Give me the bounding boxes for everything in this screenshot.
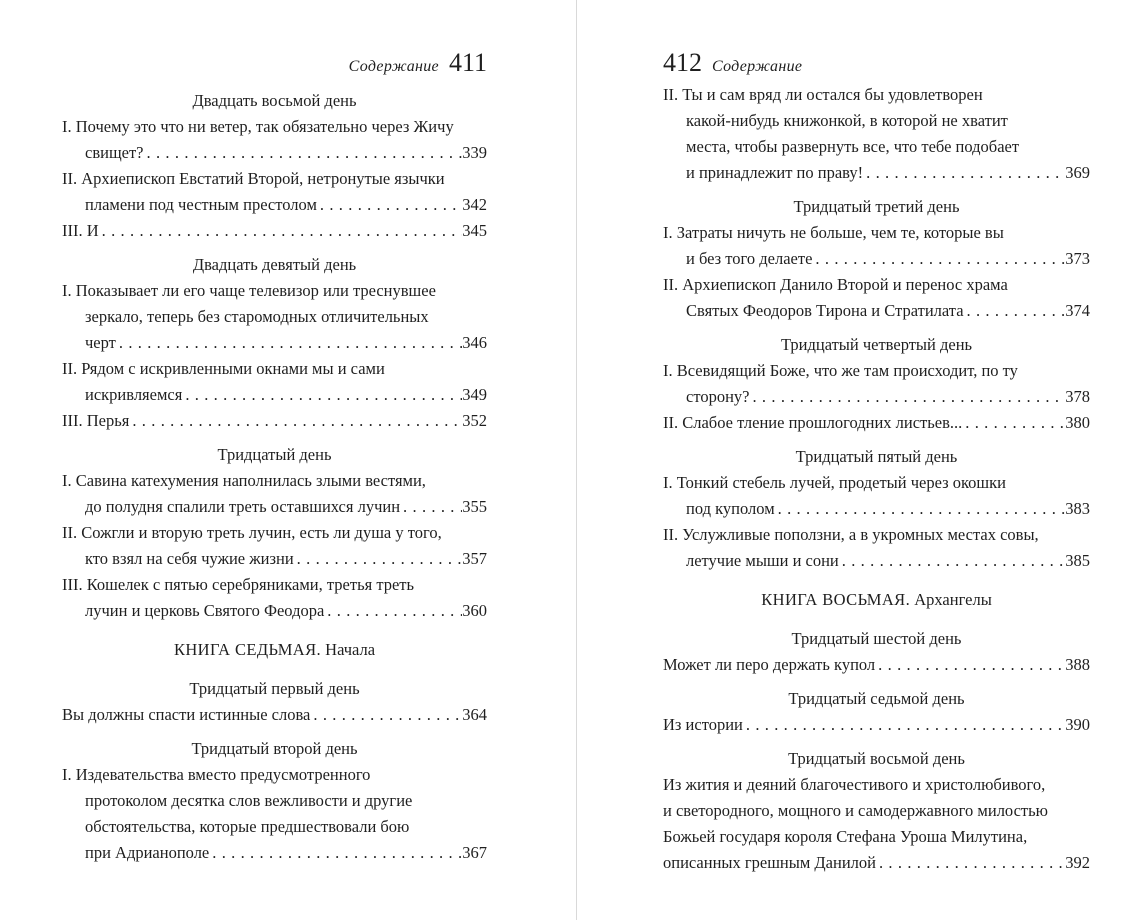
dot-leader (310, 702, 462, 728)
page-number: 411 (448, 48, 487, 77)
toc-entry-line: какой-нибудь книжонкой, в которой не хватит (686, 111, 1008, 130)
dot-leader (812, 246, 1065, 272)
toc-entry (62, 218, 487, 244)
toc-entry (62, 572, 487, 624)
toc-column-left (62, 88, 487, 866)
toc-entry-last-line (62, 140, 487, 166)
toc-entry-line: II. Архиепископ Евстатий Второй, нетронутые язычки (62, 169, 445, 188)
day-heading: Тридцатый день (217, 445, 332, 464)
toc-entry-last-line (62, 840, 487, 866)
day-heading: Тридцатый шестой день (791, 629, 962, 648)
toc-entry-title: сторону? (686, 387, 750, 406)
toc-entry-last-line (62, 702, 487, 728)
book-title: КНИГА ВОСЬМАЯ. (761, 590, 911, 609)
toc-entry-title: до полудня спалили треть оставшихся лучин (85, 497, 401, 516)
book-subtitle: Начала (321, 640, 376, 659)
toc-entry-last-line (62, 546, 487, 572)
book-subtitle: Архангелы (910, 590, 992, 609)
toc-entry (663, 410, 1090, 436)
toc-entry-line: II. Архиепископ Данило Второй и перенос храма (663, 275, 1008, 294)
dot-leader (324, 598, 462, 624)
dot-leader (209, 840, 462, 866)
day-heading: Двадцать девятый день (192, 255, 357, 274)
dot-leader (839, 548, 1065, 574)
toc-entry-title: свищет? (85, 143, 144, 162)
toc-entry-line: I. Издевательства вместо предусмотренного (62, 765, 371, 784)
right-page (663, 0, 1090, 876)
day-heading: Тридцатый четвертый день (780, 335, 973, 354)
toc-page-ref: 369 (1065, 163, 1090, 182)
toc-page-ref: 357 (462, 549, 487, 568)
toc-entry-line: и светородного, мощного и самодержавного милостью (663, 801, 1048, 820)
toc-entry-title: искривляемся (85, 385, 183, 404)
day-heading: Тридцатый второй день (191, 739, 358, 758)
toc-entry-last-line (663, 410, 1090, 436)
toc-entry (663, 272, 1090, 324)
toc-entry (62, 114, 487, 166)
book-heading (62, 637, 487, 663)
toc-entry-title: II. Слабое тление прошлогодних листьев... (663, 413, 963, 432)
toc-entry-title: черт (85, 333, 116, 352)
toc-entry (663, 712, 1090, 738)
toc-page-ref: 360 (462, 601, 487, 620)
book-title: КНИГА СЕДЬМАЯ. (173, 640, 322, 659)
toc-entry-title: Святых Феодоров Тирона и Стратилата (686, 301, 964, 320)
toc-page-ref: 392 (1065, 853, 1090, 872)
running-title: Содержание (348, 58, 439, 75)
toc-entry-last-line (663, 548, 1090, 574)
day-heading: Тридцатый первый день (189, 679, 360, 698)
toc-entry-last-line (62, 598, 487, 624)
toc-entry (62, 762, 487, 866)
toc-page-ref: 345 (462, 221, 487, 240)
toc-entry-line: обстоятельства, которые предшествовали бою (85, 817, 410, 836)
toc-entry (663, 358, 1090, 410)
left-page-header (62, 50, 487, 80)
toc-entry-line: III. Кошелек с пятью серебряниками, третья треть (62, 575, 415, 594)
toc-entry-last-line (663, 246, 1090, 272)
toc-page-ref: 342 (462, 195, 487, 214)
toc-entry-line: I. Затраты ничуть не больше, чем те, которые вы (663, 223, 1004, 242)
toc-entry-line: II. Рядом с искривленными окнами мы и сами (62, 359, 385, 378)
toc-entry-title: лучин и церковь Святого Феодора (85, 601, 325, 620)
day-heading: Двадцать восьмой день (192, 91, 357, 110)
toc-page-ref: 352 (462, 411, 487, 430)
toc-entry (62, 356, 487, 408)
toc-entry-title: описанных грешным Данилой (663, 853, 876, 872)
toc-entry-line: I. Всевидящий Боже, что же там происходит, по ту (663, 361, 1018, 380)
toc-entry-line: II. Ты и сам вряд ли остался бы удовлетворен (663, 85, 983, 104)
toc-entry-last-line (62, 408, 487, 434)
page-number: 412 (663, 48, 702, 77)
toc-entry-line: Из жития и деяний благочестивого и христолюбивого, (663, 775, 1046, 794)
toc-entry-title: Может ли перо держать купол (663, 655, 876, 674)
day-heading: Тридцатый восьмой день (788, 749, 965, 768)
day-heading: Тридцатый пятый день (795, 447, 958, 466)
dot-leader (99, 218, 463, 244)
day-heading: Тридцатый седьмой день (788, 689, 965, 708)
toc-page-ref: 380 (1065, 413, 1090, 432)
toc-entry-line: I. Тонкий стебель лучей, продетый через окошки (663, 473, 1006, 492)
dot-leader (863, 160, 1065, 186)
toc-entry-line: I. Савина катехумения наполнилась злыми вестями, (62, 471, 426, 490)
toc-entry-line: места, чтобы развернуть все, что тебе подобает (686, 137, 1020, 156)
toc-entry-last-line (62, 218, 487, 244)
dot-leader (962, 410, 1065, 436)
toc-page-ref: 374 (1065, 301, 1090, 320)
toc-entry (663, 772, 1090, 876)
toc-entry-line: протоколом десятка слов вежливости и другие (85, 791, 413, 810)
toc-page-ref: 346 (462, 333, 487, 352)
dot-leader (775, 496, 1066, 522)
toc-entry-title: и принадлежит по праву! (686, 163, 864, 182)
toc-page-ref: 378 (1065, 387, 1090, 406)
toc-entry-last-line (62, 192, 487, 218)
toc-entry-last-line (663, 712, 1090, 738)
dot-leader (317, 192, 462, 218)
toc-entry-last-line (663, 384, 1090, 410)
toc-page-ref: 388 (1065, 655, 1090, 674)
toc-entry-line: I. Почему это что ни ветер, так обязательно через Жичу (62, 117, 454, 136)
toc-entry-last-line (62, 494, 487, 520)
toc-entry-title: кто взял на себя чужие жизни (85, 549, 294, 568)
page-gutter-divider (576, 0, 577, 920)
toc-entry-last-line (663, 496, 1090, 522)
toc-entry-line: Божьей государя короля Стефана Уроша Милутина, (663, 827, 1028, 846)
day-heading: Тридцатый третий день (793, 197, 960, 216)
book-heading (663, 587, 1090, 613)
toc-entry (663, 652, 1090, 678)
toc-entry-line: II. Сожгли и вторую треть лучин, есть ли душа у того, (62, 523, 442, 542)
toc-entry (62, 520, 487, 572)
toc-entry-title: III. И (62, 221, 99, 240)
toc-entry-title: и без того делаете (686, 249, 813, 268)
dot-leader (400, 494, 462, 520)
running-title: Содержание (712, 58, 803, 75)
toc-entry-title: III. Перья (62, 411, 130, 430)
toc-entry-line: II. Услужливые поползни, а в укромных местах совы, (663, 525, 1039, 544)
toc-entry (663, 522, 1090, 574)
left-page (62, 0, 487, 866)
toc-entry-title: летучие мыши и сони (686, 551, 839, 570)
toc-page-ref: 364 (462, 705, 487, 724)
dot-leader (875, 652, 1065, 678)
dot-leader (743, 712, 1065, 738)
dot-leader (749, 384, 1065, 410)
toc-page-ref: 390 (1065, 715, 1090, 734)
toc-entry (62, 408, 487, 434)
toc-entry-title: под куполом (686, 499, 775, 518)
toc-entry-title: при Адрианополе (85, 843, 210, 862)
toc-entry-title: Вы должны спасти истинные слова (62, 705, 311, 724)
toc-page-ref: 367 (462, 843, 487, 862)
dot-leader (129, 408, 462, 434)
toc-entry (663, 470, 1090, 522)
toc-entry (62, 166, 487, 218)
dot-leader (294, 546, 463, 572)
toc-entry (62, 468, 487, 520)
toc-entry-line: зеркало, теперь без старомодных отличительных (85, 307, 429, 326)
right-page-header (663, 50, 1090, 80)
toc-page-ref: 383 (1065, 499, 1090, 518)
toc-entry (62, 278, 487, 356)
toc-entry-title: пламени под честным престолом (85, 195, 317, 214)
dot-leader (876, 850, 1065, 876)
toc-entry-last-line (62, 382, 487, 408)
dot-leader (116, 330, 462, 356)
toc-entry-last-line (663, 298, 1090, 324)
toc-entry-title: Из истории (663, 715, 743, 734)
toc-entry-line: I. Показывает ли его чаще телевизор или треснувшее (62, 281, 436, 300)
toc-entry-last-line (663, 850, 1090, 876)
toc-entry-last-line (663, 160, 1090, 186)
toc-page-ref: 349 (462, 385, 487, 404)
dot-leader (964, 298, 1066, 324)
toc-page-ref: 339 (462, 143, 487, 162)
toc-entry (663, 82, 1090, 186)
toc-page-ref: 385 (1065, 551, 1090, 570)
dot-leader (182, 382, 462, 408)
toc-page-ref: 355 (462, 497, 487, 516)
toc-entry (62, 702, 487, 728)
toc-entry (663, 220, 1090, 272)
toc-column-right (663, 82, 1090, 876)
dot-leader (144, 140, 463, 166)
toc-entry-last-line (663, 652, 1090, 678)
toc-entry-last-line (62, 330, 487, 356)
toc-page-ref: 373 (1065, 249, 1090, 268)
